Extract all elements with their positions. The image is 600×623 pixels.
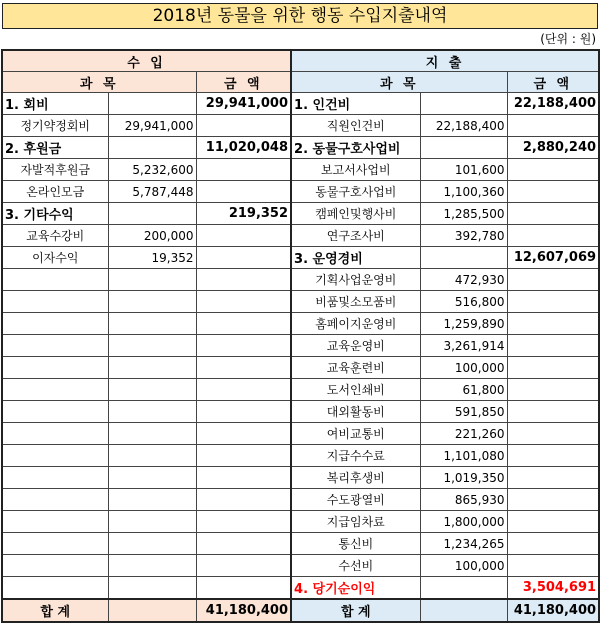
expense-item-subamount: 392,780 (420, 225, 507, 247)
income-item-subamount: 5,787,448 (108, 181, 196, 203)
income-item-subamount (108, 357, 196, 379)
expense-item-amount: 12,607,069 (507, 247, 599, 269)
table-row (2, 137, 599, 159)
income-item-name (2, 357, 108, 379)
income-item-subamount (108, 401, 196, 423)
table-row (2, 577, 599, 600)
income-item-amount (196, 533, 291, 555)
income-total-label: 합 계 (2, 599, 108, 622)
income-item-name (2, 335, 108, 357)
income-item-amount (196, 511, 291, 533)
expense-item-subamount: 61,800 (420, 379, 507, 401)
income-item-name: 정기약정회비 (2, 115, 108, 137)
expense-item-amount (507, 181, 599, 203)
table-row (2, 335, 599, 357)
table-row (2, 489, 599, 511)
expense-item-subamount (420, 247, 507, 269)
expense-item-name: 여비교통비 (291, 423, 420, 445)
income-item-name (2, 445, 108, 467)
income-item-name (2, 467, 108, 489)
income-item-amount (196, 379, 291, 401)
expense-item-amount (507, 489, 599, 511)
expense-item-name: 보고서사업비 (291, 159, 420, 181)
income-header: 수 입 (2, 50, 291, 72)
expense-item-amount (507, 379, 599, 401)
page-title: 2018년 동물을 위한 행동 수입지출내역 (2, 3, 598, 29)
income-item-amount (196, 225, 291, 247)
income-amount-header: 금 액 (196, 72, 291, 93)
expense-item-amount (507, 335, 599, 357)
income-item-amount (196, 423, 291, 445)
expense-item-name: 4. 당기순이익 (291, 577, 420, 600)
expense-item-name: 수선비 (291, 555, 420, 577)
income-item-amount (196, 181, 291, 203)
income-item-amount (196, 247, 291, 269)
income-item-amount (196, 467, 291, 489)
income-item-name: 온라인모금 (2, 181, 108, 203)
income-item-name (2, 555, 108, 577)
income-item-name (2, 313, 108, 335)
expense-total-empty (420, 599, 507, 622)
table-row (2, 313, 599, 335)
expense-item-name: 대외활동비 (291, 401, 420, 423)
expense-amount-header: 금 액 (507, 72, 599, 93)
expense-item-name: 복리후생비 (291, 467, 420, 489)
income-item-name: 2. 후원금 (2, 137, 108, 159)
income-item-name: 교육수강비 (2, 225, 108, 247)
expense-item-subamount: 1,800,000 (420, 511, 507, 533)
income-item-name (2, 401, 108, 423)
expense-item-subamount: 3,261,914 (420, 335, 507, 357)
expense-item-subamount (420, 137, 507, 159)
income-item-name: 1. 회비 (2, 93, 108, 115)
income-item-subamount (108, 313, 196, 335)
table-row (2, 423, 599, 445)
income-item-amount (196, 357, 291, 379)
table-row (2, 511, 599, 533)
table-row (2, 401, 599, 423)
table-row (2, 225, 599, 247)
expense-item-amount (507, 401, 599, 423)
income-item-subamount (108, 379, 196, 401)
expense-item-name: 통신비 (291, 533, 420, 555)
income-expense-table (1, 49, 600, 623)
income-item-amount (196, 445, 291, 467)
expense-item-name: 직원인건비 (291, 115, 420, 137)
expense-item-amount (507, 115, 599, 137)
income-item-subamount (108, 445, 196, 467)
expense-item-amount (507, 533, 599, 555)
expense-item-name: 기획사업운영비 (291, 269, 420, 291)
income-item-subamount (108, 137, 196, 159)
expense-header: 지 출 (291, 50, 599, 72)
unit-label: (단위 : 원) (540, 32, 596, 46)
table-row (2, 93, 599, 115)
expense-item-subamount: 1,019,350 (420, 467, 507, 489)
expense-item-amount (507, 445, 599, 467)
income-item-subamount: 5,232,600 (108, 159, 196, 181)
income-item-subamount: 200,000 (108, 225, 196, 247)
expense-item-subamount: 1,234,265 (420, 533, 507, 555)
income-item-subamount (108, 93, 196, 115)
income-item-amount (196, 313, 291, 335)
income-item-subamount (108, 555, 196, 577)
expense-item-name: 교육운영비 (291, 335, 420, 357)
income-item-amount: 219,352 (196, 203, 291, 225)
income-item-subamount (108, 335, 196, 357)
expense-item-name: 동물구호사업비 (291, 181, 420, 203)
expense-total-amount: 41,180,400 (507, 599, 599, 622)
income-item-name (2, 511, 108, 533)
total-row (2, 599, 599, 622)
expense-item-name: 수도광열비 (291, 489, 420, 511)
expense-item-amount (507, 203, 599, 225)
expense-item-amount: 22,188,400 (507, 93, 599, 115)
expense-item-subamount (420, 577, 507, 600)
income-item-subamount (108, 577, 196, 600)
expense-item-subamount: 22,188,400 (420, 115, 507, 137)
income-item-amount (196, 577, 291, 600)
income-item-amount (196, 115, 291, 137)
expense-item-subamount: 100,000 (420, 357, 507, 379)
table-row (2, 533, 599, 555)
income-item-amount (196, 401, 291, 423)
expense-item-name: 캠페인및행사비 (291, 203, 420, 225)
expense-item-subamount (420, 93, 507, 115)
expense-item-subamount: 100,000 (420, 555, 507, 577)
table-row (2, 247, 599, 269)
table-row (2, 115, 599, 137)
income-item-amount (196, 335, 291, 357)
income-item-subamount (108, 533, 196, 555)
table-row (2, 269, 599, 291)
expense-item-amount (507, 467, 599, 489)
expense-item-amount (507, 357, 599, 379)
table-row (2, 467, 599, 489)
expense-item-amount (507, 269, 599, 291)
income-total-empty (108, 599, 196, 622)
income-item-amount (196, 291, 291, 313)
income-item-amount (196, 159, 291, 181)
table-row (2, 181, 599, 203)
income-item-name (2, 379, 108, 401)
expense-item-name: 교육훈련비 (291, 357, 420, 379)
expense-item-name: 지급수수료 (291, 445, 420, 467)
expense-item-subamount: 221,260 (420, 423, 507, 445)
expense-item-subamount: 472,930 (420, 269, 507, 291)
income-item-name (2, 423, 108, 445)
income-item-subamount (108, 269, 196, 291)
table-row (2, 291, 599, 313)
income-item-subamount (108, 291, 196, 313)
expense-total-label: 합 계 (291, 599, 420, 622)
table-row (2, 445, 599, 467)
expense-item-subamount: 1,100,360 (420, 181, 507, 203)
expense-item-amount (507, 291, 599, 313)
income-item-amount (196, 489, 291, 511)
expense-item-name: 3. 운영경비 (291, 247, 420, 269)
expense-item-name: 연구조사비 (291, 225, 420, 247)
expense-item-name: 홈페이지운영비 (291, 313, 420, 335)
expense-item-amount: 3,504,691 (507, 577, 599, 600)
income-item-subamount: 19,352 (108, 247, 196, 269)
expense-item-subamount: 1,259,890 (420, 313, 507, 335)
income-item-subamount (108, 203, 196, 225)
income-item-name: 자발적후원금 (2, 159, 108, 181)
table-row (2, 555, 599, 577)
income-item-subamount (108, 423, 196, 445)
expense-item-subamount: 591,850 (420, 401, 507, 423)
income-item-name (2, 533, 108, 555)
expense-item-name: 도서인쇄비 (291, 379, 420, 401)
income-item-name (2, 577, 108, 600)
table-row (2, 357, 599, 379)
expense-item-subamount: 865,930 (420, 489, 507, 511)
expense-item-name: 비품및소모품비 (291, 291, 420, 313)
income-item-amount: 29,941,000 (196, 93, 291, 115)
income-item-subamount (108, 467, 196, 489)
expense-subject-header: 과 목 (291, 72, 507, 93)
income-item-name (2, 489, 108, 511)
income-total-amount: 41,180,400 (196, 599, 291, 622)
expense-item-name: 2. 동물구호사업비 (291, 137, 420, 159)
expense-item-amount (507, 313, 599, 335)
expense-item-amount (507, 423, 599, 445)
expense-item-amount (507, 511, 599, 533)
expense-item-amount (507, 159, 599, 181)
expense-item-subamount: 1,101,080 (420, 445, 507, 467)
income-item-name: 이자수익 (2, 247, 108, 269)
expense-item-subamount: 1,285,500 (420, 203, 507, 225)
table-row (2, 379, 599, 401)
expense-item-subamount: 101,600 (420, 159, 507, 181)
expense-item-name: 지급임차료 (291, 511, 420, 533)
income-item-name (2, 291, 108, 313)
income-subject-header: 과 목 (2, 72, 196, 93)
income-item-subamount (108, 511, 196, 533)
table-row (2, 159, 599, 181)
income-item-amount (196, 269, 291, 291)
income-item-subamount: 29,941,000 (108, 115, 196, 137)
expense-item-subamount: 516,800 (420, 291, 507, 313)
expense-item-name: 1. 인건비 (291, 93, 420, 115)
expense-item-amount (507, 555, 599, 577)
table-row (2, 203, 599, 225)
income-item-amount (196, 555, 291, 577)
expense-item-amount: 2,880,240 (507, 137, 599, 159)
income-item-name (2, 269, 108, 291)
income-item-name: 3. 기타수익 (2, 203, 108, 225)
income-item-subamount (108, 489, 196, 511)
income-item-amount: 11,020,048 (196, 137, 291, 159)
expense-item-amount (507, 225, 599, 247)
